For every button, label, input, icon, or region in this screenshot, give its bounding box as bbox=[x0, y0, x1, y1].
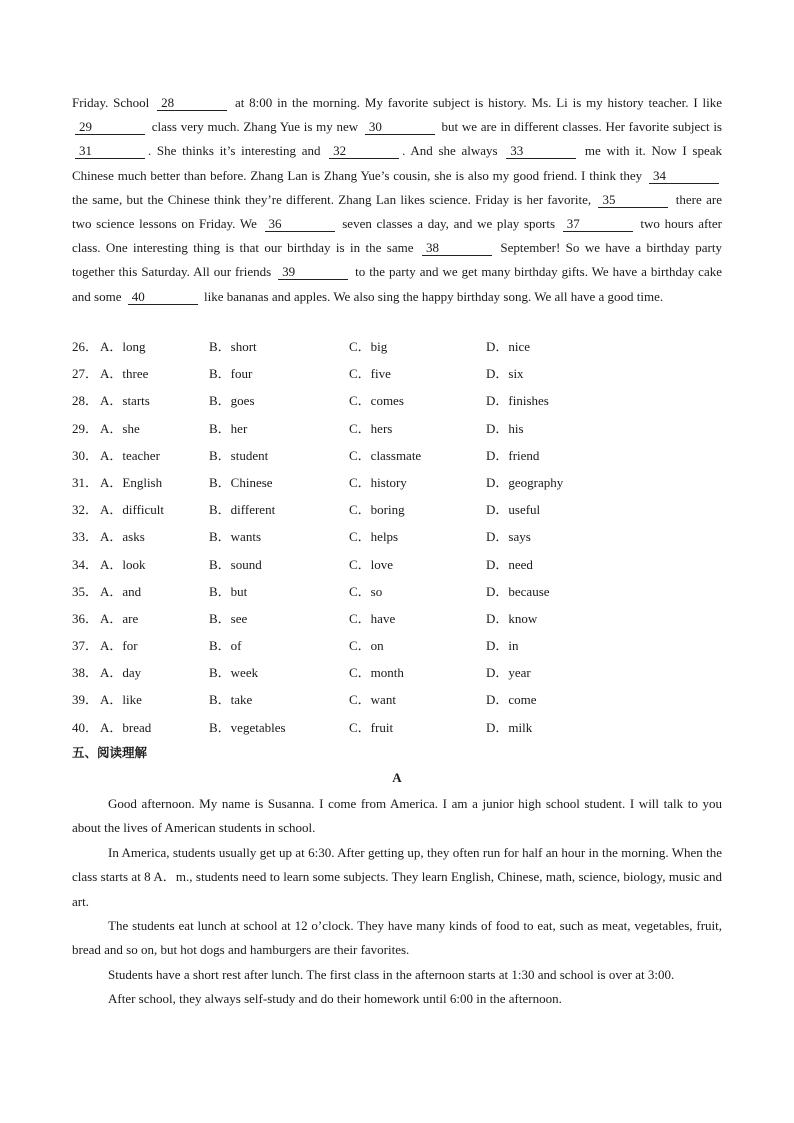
option-a: A．and bbox=[100, 583, 142, 599]
reading-passage bbox=[72, 792, 722, 1012]
passage-text: . And she always bbox=[402, 143, 504, 159]
option-c: C．five bbox=[349, 366, 391, 382]
option-d: D．know bbox=[486, 610, 538, 626]
passage-text: class very much. Zhang Yue is my new bbox=[148, 119, 362, 135]
option-d: D．nice bbox=[486, 339, 531, 354]
blank-29: 29 bbox=[75, 120, 145, 135]
option-d: D．need bbox=[486, 556, 533, 572]
blank-31: 31 bbox=[75, 144, 145, 159]
question-row bbox=[72, 442, 752, 469]
option-b: B．different bbox=[209, 502, 276, 518]
question-row bbox=[72, 578, 752, 605]
question-number: 26． bbox=[72, 339, 99, 354]
option-b: B．see bbox=[209, 610, 248, 626]
question-row bbox=[72, 387, 752, 414]
option-a: A．teacher bbox=[100, 447, 160, 463]
option-d: D．useful bbox=[486, 502, 541, 518]
option-b: B．short bbox=[209, 339, 257, 354]
option-a: A．look bbox=[100, 556, 146, 572]
option-d: D．geography bbox=[486, 474, 564, 490]
option-b: B．her bbox=[209, 420, 248, 436]
option-a: A．asks bbox=[100, 529, 145, 545]
option-b: B．four bbox=[209, 366, 253, 382]
blank-39: 39 bbox=[278, 265, 348, 280]
question-row bbox=[72, 523, 752, 550]
blank-33: 33 bbox=[506, 144, 576, 159]
option-d: D．because bbox=[486, 583, 550, 599]
blank-34: 34 bbox=[649, 169, 719, 184]
reading-paragraph: Students have a short rest after lunch. The first class in the afternoon starts at 1:30 and school is over at 3:00. bbox=[108, 966, 675, 982]
question-row bbox=[72, 333, 752, 360]
option-a: A．for bbox=[100, 638, 138, 654]
option-c: C．big bbox=[349, 339, 388, 354]
option-b: B．goes bbox=[209, 393, 255, 409]
option-c: C．love bbox=[349, 556, 394, 572]
passage-text: . She thinks it’s interesting and bbox=[148, 143, 327, 159]
option-a: A．bread bbox=[100, 719, 152, 735]
option-c: C．have bbox=[349, 610, 396, 626]
question-row bbox=[72, 659, 752, 686]
question-number: 33． bbox=[72, 529, 99, 545]
blank-30: 30 bbox=[365, 120, 435, 135]
option-d: D．finishes bbox=[486, 393, 549, 409]
option-b: B．take bbox=[209, 692, 253, 708]
option-c: C．on bbox=[349, 638, 384, 654]
blank-38: 38 bbox=[422, 241, 492, 256]
section-heading: 五、阅读理解 bbox=[72, 745, 148, 760]
passage-text: me with it. Now I speak Chinese much better than before. Zhang Lan is Zhang Yue’s cousin, she is also my good friend. I think they bbox=[72, 143, 723, 183]
question-row bbox=[72, 469, 752, 496]
option-a: A．long bbox=[100, 339, 146, 354]
passage-text: there are two science lessons on Friday. We bbox=[72, 191, 722, 232]
option-b: B．Chinese bbox=[209, 474, 273, 490]
answer-options bbox=[72, 333, 752, 741]
blank-35: 35 bbox=[598, 193, 668, 208]
option-a: A．starts bbox=[100, 393, 150, 409]
option-a: A．three bbox=[100, 366, 149, 382]
option-d: D．says bbox=[486, 529, 531, 545]
option-d: D．year bbox=[486, 665, 531, 681]
question-number: 30． bbox=[72, 447, 99, 463]
passage-text: to the party and we get many birthday gifts. We have a birthday cake and some bbox=[72, 264, 722, 304]
option-a: A．she bbox=[100, 420, 140, 436]
passage-text: at 8:00 in the morning. My favorite subject is history. Ms. Li is my history teacher. I like bbox=[230, 95, 722, 110]
option-d: D．come bbox=[486, 692, 537, 708]
question-row bbox=[72, 551, 752, 578]
question-number: 35． bbox=[72, 583, 99, 599]
question-row bbox=[72, 605, 752, 632]
option-c: C．want bbox=[349, 692, 396, 708]
blank-32: 32 bbox=[329, 144, 399, 159]
option-c: C．history bbox=[349, 474, 407, 490]
option-a: A．are bbox=[100, 610, 139, 626]
question-number: 27． bbox=[72, 366, 99, 382]
option-b: B．student bbox=[209, 447, 269, 463]
question-number: 38． bbox=[72, 665, 99, 681]
question-row bbox=[72, 360, 752, 387]
option-c: C．so bbox=[349, 583, 383, 599]
passage-text: like bananas and apples. We also sing the happy birthday song. We all have a good time. bbox=[200, 288, 664, 304]
passage-text: two hours after class. One interesting thing is that our birthday is in the same bbox=[72, 216, 723, 256]
question-row bbox=[72, 714, 752, 741]
passage-label: A bbox=[392, 770, 402, 785]
passage-text: but we are in different classes. Her favorite subject is bbox=[437, 119, 722, 135]
option-a: A．like bbox=[100, 692, 142, 708]
cloze-passage bbox=[72, 91, 722, 309]
option-b: B．sound bbox=[209, 556, 262, 572]
question-number: 39． bbox=[72, 692, 99, 708]
option-c: C．hers bbox=[349, 420, 393, 436]
question-row bbox=[72, 496, 752, 523]
blank-36: 36 bbox=[265, 217, 335, 232]
option-b: B．week bbox=[209, 665, 259, 681]
blank-28: 28 bbox=[157, 96, 227, 111]
blank-37: 37 bbox=[563, 217, 633, 232]
question-row bbox=[72, 686, 752, 713]
question-row bbox=[72, 415, 752, 442]
question-number: 32． bbox=[72, 502, 99, 518]
question-number: 40． bbox=[72, 719, 99, 735]
option-d: D．milk bbox=[486, 719, 533, 735]
blank-40: 40 bbox=[128, 290, 198, 305]
option-c: C．month bbox=[349, 665, 404, 681]
passage-text: Friday. School bbox=[72, 95, 155, 110]
option-a: A．difficult bbox=[100, 502, 165, 518]
option-b: B．but bbox=[209, 583, 248, 599]
option-b: B．of bbox=[209, 638, 242, 654]
passage-text: September! So we have a birthday party together this Saturday. All our friends bbox=[72, 240, 722, 280]
question-row bbox=[72, 632, 752, 659]
option-d: D．his bbox=[486, 420, 524, 436]
option-d: D．friend bbox=[486, 447, 540, 463]
question-number: 31． bbox=[72, 474, 99, 490]
option-c: C．classmate bbox=[349, 447, 422, 463]
option-c: C．helps bbox=[349, 529, 399, 545]
question-number: 34． bbox=[72, 556, 99, 572]
option-c: C．fruit bbox=[349, 719, 394, 735]
question-number: 29． bbox=[72, 420, 99, 436]
option-d: D．in bbox=[486, 638, 519, 654]
option-a: A．day bbox=[100, 665, 142, 681]
passage-text: seven classes a day, and we play sports bbox=[337, 216, 560, 232]
passage-text: the same, but the Chinese think they’re different. Zhang Lan likes science. Friday is her favorite, bbox=[72, 191, 596, 207]
option-d: D．six bbox=[486, 366, 524, 382]
option-a: A．English bbox=[100, 474, 163, 490]
reading-paragraph: After school, they always self-study and do their homework until 6:00 in the afternoon. bbox=[108, 991, 562, 1007]
option-b: B．wants bbox=[209, 529, 262, 545]
option-c: C．comes bbox=[349, 393, 404, 409]
question-number: 28． bbox=[72, 393, 99, 409]
option-c: C．boring bbox=[349, 502, 405, 518]
reading-paragraph: Good afternoon. My name is Susanna. I come from America. I am a junior high school student. I will talk to you about the lives of American students in school. bbox=[72, 796, 722, 836]
option-b: B．vegetables bbox=[209, 719, 286, 735]
reading-paragraph: The students eat lunch at school at 12 o’clock. They have many kinds of food to eat, such as meat, vegetables, fruit, bread and so on, but hot dogs and hamburgers are their favorites. bbox=[72, 918, 722, 958]
question-number: 37． bbox=[72, 638, 99, 654]
reading-paragraph: In America, students usually get up at 6:30. After getting up, they often run for half an hour in the morning. When the class starts at 8 A．m., students need to learn some subjects. They learn English, Chinese, math, science, biology, music and art. bbox=[72, 844, 722, 909]
question-number: 36． bbox=[72, 610, 99, 626]
